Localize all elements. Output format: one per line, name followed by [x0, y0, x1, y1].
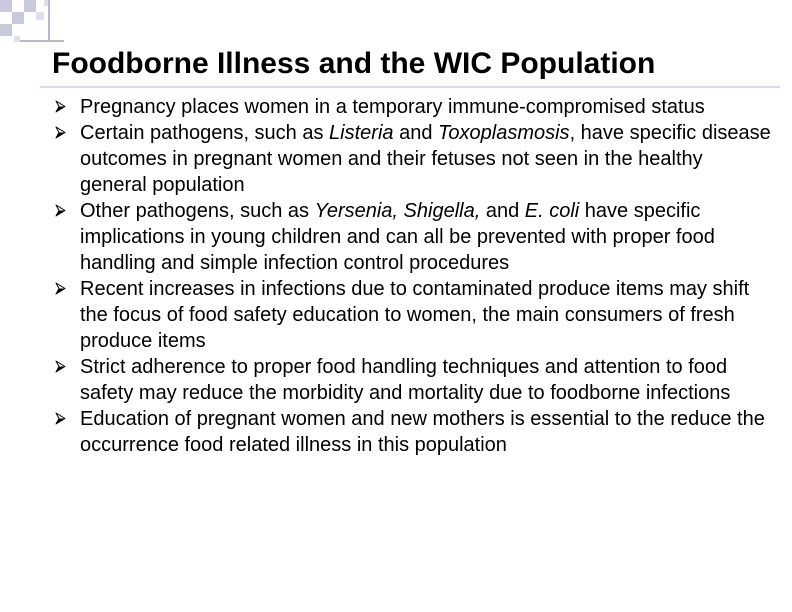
bullet-item — [54, 198, 774, 276]
italic-term: Yersenia, Shigella, — [314, 200, 481, 222]
text-run: , have specific disease outcomes in pregnant women and their fetuses not seen in the healthy general population — [80, 122, 771, 196]
italic-term: Toxoplasmosis — [438, 122, 570, 144]
slide-title: Foodborne Illness and the WIC Population — [52, 47, 656, 80]
bullet-text — [80, 354, 774, 406]
arrowhead-bullet-icon — [54, 204, 67, 217]
italic-term: Listeria — [329, 122, 394, 144]
text-run: have specific implications in young children and can all be prevented with proper food handling and simple infection control procedures — [80, 200, 715, 274]
bullet-text — [80, 120, 774, 198]
text-run: Other pathogens, such as — [80, 200, 315, 222]
text-run: Education of pregnant women and new mothers is essential to the reduce the occurrence food related illness in this population — [80, 408, 765, 456]
text-run: Recent increases in infections due to contaminated produce items may shift the focus of food safety education to women, the main consumers of fresh produce items — [80, 278, 750, 352]
bullet-item — [54, 354, 774, 406]
bullet-item — [54, 276, 774, 354]
text-run: Certain pathogens, such as — [80, 122, 330, 144]
bullet-text — [80, 198, 774, 276]
bullet-list — [54, 94, 774, 458]
bullet-text — [80, 276, 774, 354]
text-run: Strict adherence to proper food handling techniques and attention to food safety may reduce the morbidity and mortality due to foodborne infections — [80, 356, 731, 404]
text-run: and — [393, 122, 439, 144]
arrowhead-bullet-icon — [54, 282, 67, 295]
arrowhead-bullet-icon — [54, 100, 67, 113]
bullet-item — [54, 120, 774, 198]
bullet-text — [80, 94, 774, 120]
italic-term: E. coli — [524, 200, 580, 222]
bullet-item — [54, 406, 774, 458]
text-run: Pregnancy places women in a temporary immune-compromised status — [80, 96, 705, 118]
bullet-text — [80, 406, 774, 458]
bullet-item — [54, 94, 774, 120]
arrowhead-bullet-icon — [54, 412, 67, 425]
corner-checker-decoration — [0, 0, 64, 48]
text-run: and — [480, 200, 525, 222]
title-divider — [40, 86, 780, 88]
arrowhead-bullet-icon — [54, 360, 67, 373]
arrowhead-bullet-icon — [54, 126, 67, 139]
